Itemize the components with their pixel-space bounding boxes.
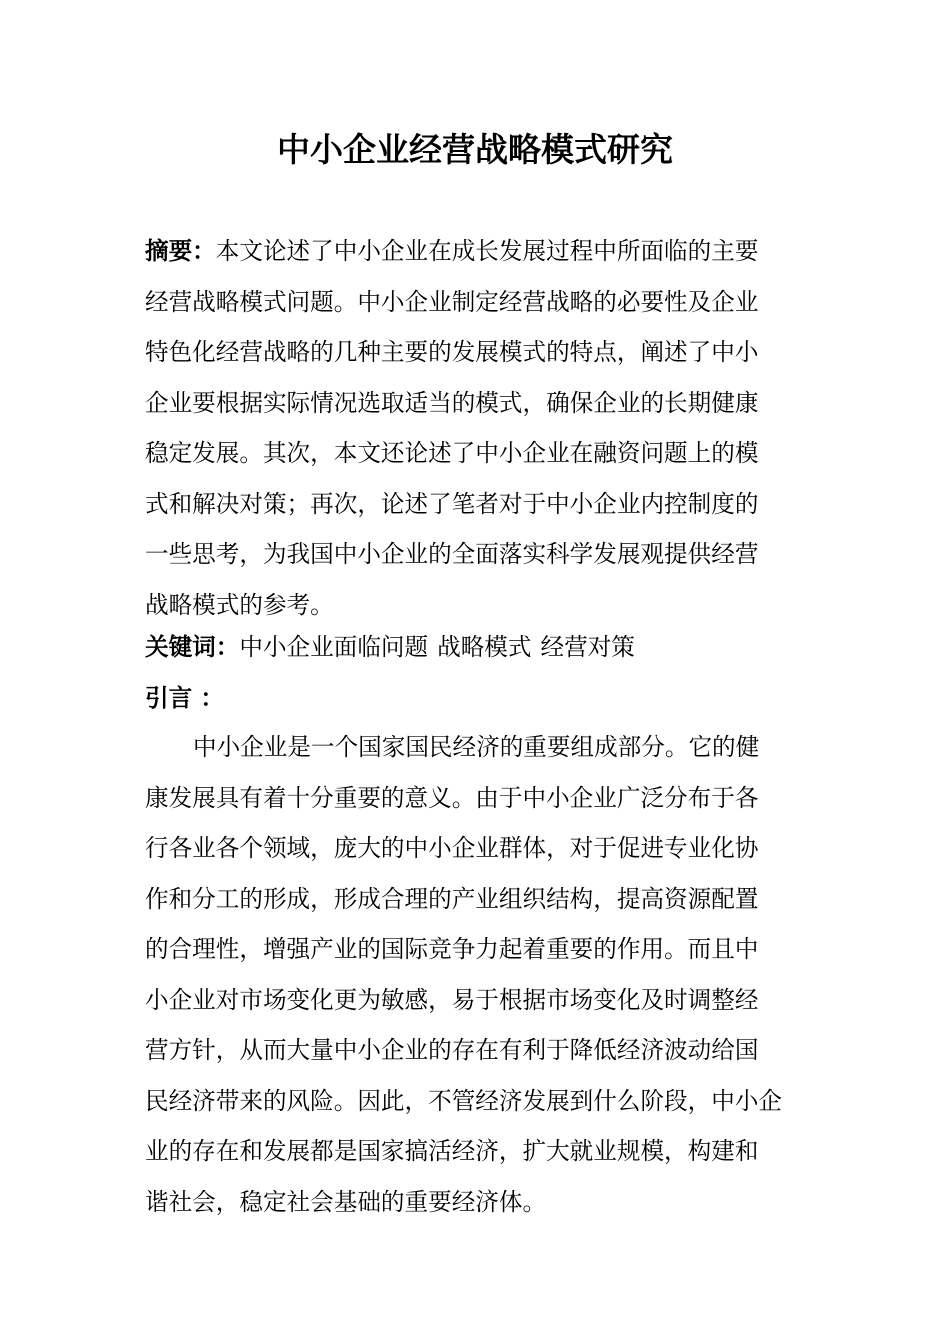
abstract-line: 企业要根据实际情况选取适当的模式，确保企业的长期健康 — [145, 388, 759, 417]
abstract-line: 一些思考，为我国中小企业的全面落实科学发展观提供经营 — [145, 540, 759, 568]
abstract-line: 稳定发展。其次，本文还论述了中小企业在融资问题上的模 — [145, 439, 759, 467]
introduction-line: 行各业各个领域，庞大的中小企业群体，对于促进专业化协 — [145, 834, 759, 862]
introduction-line: 营方针，从而大量中小企业的存在有利于降低经济波动给国 — [145, 1036, 759, 1064]
keyword-item: 中小企业面临问题 — [239, 633, 429, 661]
abstract-text: 本文论述了中小企业在成长发展过程中所面临的主要 — [215, 237, 759, 265]
introduction-line: 业的存在和发展都是国家搞活经济，扩大就业规模，构建和 — [145, 1137, 759, 1165]
keywords-section — [145, 622, 809, 723]
introduction-line: 民经济带来的风险。因此，不管经济发展到什么阶段，中小企 — [145, 1086, 783, 1115]
abstract-line: 特色化经营战略的几种主要的发展模式的特点，阐述了中小 — [145, 338, 759, 366]
introduction-line: 康发展具有着十分重要的意义。由于中小企业广泛分布于各 — [145, 783, 759, 812]
introduction-heading: 引言 ： — [145, 683, 224, 712]
abstract-label: 摘要： — [145, 237, 216, 265]
document-title: 中小企业经营战略模式研究 — [277, 130, 673, 169]
keywords-label: 关键词： — [145, 633, 240, 661]
abstract-line: 战略模式的参考。 — [145, 590, 334, 619]
keyword-item: 战略模式 — [437, 633, 532, 661]
introduction-line: 谐社会，稳定社会基础的重要经济体。 — [145, 1187, 547, 1216]
introduction-section — [145, 722, 809, 1227]
introduction-line: 小企业对市场变化更为敏感，易于根据市场变化及时调整经 — [145, 985, 759, 1014]
abstract-line: 式和解决对策；再次，论述了笔者对于中小企业内控制度的 — [145, 489, 759, 518]
introduction-line: 中小企业是一个国家国民经济的重要组成部分。它的健 — [193, 733, 760, 761]
introduction-line: 作和分工的形成，形成合理的产业组织结构，提高资源配置 — [145, 884, 759, 913]
keywords-line — [145, 622, 809, 673]
abstract-section — [145, 226, 809, 630]
keyword-item: 经营对策 — [540, 633, 635, 661]
abstract-line — [145, 226, 809, 277]
abstract-line: 经营战略模式问题。中小企业制定经营战略的必要性及企业 — [145, 287, 759, 316]
introduction-line: 的合理性，增强产业的国际竞争力起着重要的作用。而且中 — [145, 935, 759, 963]
